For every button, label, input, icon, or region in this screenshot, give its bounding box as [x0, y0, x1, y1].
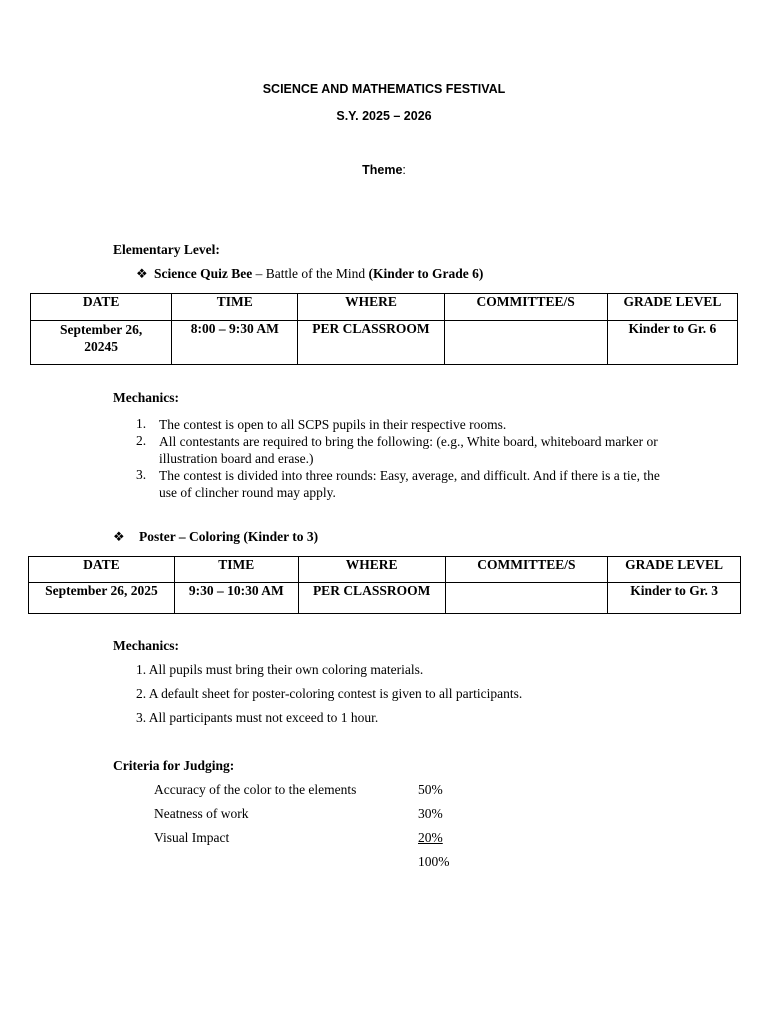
criteria-label: Visual Impact	[154, 830, 230, 845]
header-where: WHERE	[298, 294, 444, 321]
cell-date: September 26, 2025	[29, 583, 175, 614]
header-committee: COMMITTEE/S	[444, 294, 607, 321]
cell-grade-level: Kinder to Gr. 3	[608, 583, 741, 614]
cell-where: PER CLASSROOM	[298, 583, 445, 614]
header-date: DATE	[31, 294, 172, 321]
list-text: The contest is divided into three rounds: Easy, average, and difficult. And if there is a tie, the use of clincher round may apply.	[159, 468, 660, 500]
quiz-bee-heading	[136, 266, 483, 282]
theme-line	[0, 163, 768, 177]
criteria-value: 30%	[418, 806, 443, 821]
cell-where: PER CLASSROOM	[298, 321, 444, 365]
list-item: 1. All pupils must bring their own coloring materials.	[136, 662, 424, 677]
cell-committee	[444, 321, 607, 365]
poster-heading	[113, 529, 318, 545]
quiz-bee-schedule-table	[30, 293, 738, 365]
cell-date-line1: September 26,	[59, 322, 143, 337]
table-row	[31, 321, 738, 365]
list-number: 1.	[136, 416, 147, 431]
list-number: 3.	[136, 467, 147, 482]
diamond-bullet-icon: ❖	[136, 266, 148, 281]
header-date: DATE	[29, 557, 175, 583]
table-row	[29, 583, 741, 614]
theme-colon: :	[402, 163, 406, 177]
quiz-bee-name: Science Quiz Bee	[154, 266, 253, 281]
list-item: 2. A default sheet for poster-coloring contest is given to all participants.	[136, 686, 523, 701]
poster-schedule-table	[28, 556, 741, 614]
diamond-bullet-icon: ❖	[113, 529, 125, 544]
poster-mechanics-heading: Mechanics:	[113, 638, 179, 653]
quiz-bee-subtitle: – Battle of the Mind	[252, 266, 369, 281]
header-committee: COMMITTEE/S	[445, 557, 608, 583]
school-year: S.Y. 2025 – 2026	[336, 109, 432, 123]
theme-label: Theme	[362, 163, 403, 177]
list-text: All contestants are required to bring the following: (e.g., White board, whiteboard marker or illustration board and erase.)	[159, 434, 658, 466]
criteria-value: 50%	[418, 782, 443, 797]
table-header-row	[29, 557, 741, 583]
cell-grade-level: Kinder to Gr. 6	[607, 321, 737, 365]
document-title: SCIENCE AND MATHEMATICS FESTIVAL	[262, 82, 506, 96]
list-item: 3. All participants must not exceed to 1 hour.	[136, 710, 379, 725]
criteria-total: 100%	[418, 854, 450, 869]
cell-committee	[445, 583, 608, 614]
quiz-bee-mechanics-heading: Mechanics:	[113, 390, 179, 405]
header-time: TIME	[172, 294, 298, 321]
quiz-bee-levels: (Kinder to Grade 6)	[368, 266, 484, 281]
list-text: The contest is open to all SCPS pupils in their respective rooms.	[159, 417, 507, 432]
criteria-label: Accuracy of the color to the elements	[154, 782, 357, 797]
criteria-heading: Criteria for Judging:	[113, 758, 235, 773]
header-grade-level: GRADE LEVEL	[608, 557, 741, 583]
cell-time: 9:30 – 10:30 AM	[174, 583, 298, 614]
header-where: WHERE	[298, 557, 445, 583]
criteria-value: 20%	[418, 830, 443, 845]
table-header-row	[31, 294, 738, 321]
cell-date-line2: 20245	[84, 339, 118, 354]
criteria-label: Neatness of work	[154, 806, 249, 821]
cell-time: 8:00 – 9:30 AM	[172, 321, 298, 365]
poster-title: Poster – Coloring (Kinder to 3)	[139, 529, 319, 544]
list-number: 2.	[136, 433, 147, 448]
header-time: TIME	[174, 557, 298, 583]
elementary-heading: Elementary Level:	[113, 242, 220, 257]
header-grade-level: GRADE LEVEL	[607, 294, 737, 321]
cell-date	[31, 321, 172, 365]
